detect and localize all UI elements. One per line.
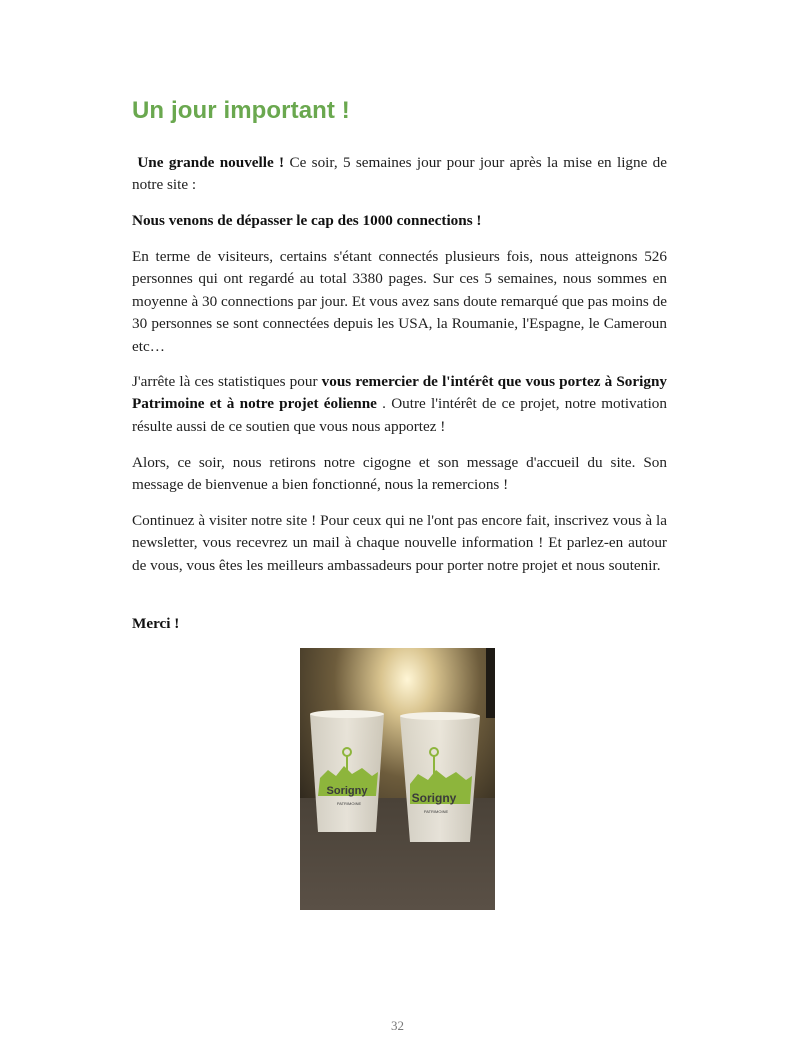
thanks-bold: vous remercier de l'intérêt que vous portez à Sorigny Patrimoine et à notre projet éolienne xyxy=(132,373,667,413)
right-cup-logo: Sorigny xyxy=(411,791,457,805)
merci-bold: Merci ! xyxy=(132,615,180,632)
stork-paragraph xyxy=(132,452,667,497)
thanks-text-a: J'arrête là ces statistiques pour xyxy=(132,373,322,390)
newsletter-text: Continuez à visiter notre site ! Pour ceux qui ne l'ont pas encore fait, inscrivez vous à la newsletter, vous recevrez un mail à chaque nouvelle information ! Et parlez-en autour de vous, vous êtes les meilleurs ambassadeurs pour porter notre projet et nous soutenir. xyxy=(132,512,667,574)
right-cup xyxy=(400,712,480,842)
stats-text: En terme de visiteurs, certains s'étant connectés plusieurs fois, nous atteignons 526 personnes qui ont regardé au total 3380 pages. Sur ces 5 semaines, nous sommes en moyenne à 30 connections par jour. Et vous avez sans doute remarqué que pas moins de 30 personnes se sont connectées depuis les USA, la Roumanie, l'Espagne, le Cameroun etc… xyxy=(132,248,667,355)
stork-text: Alors, ce soir, nous retirons notre cigogne et son message d'accueil du site. Son message de bienvenue a bien fonctionné, nous la remercions ! xyxy=(132,454,667,494)
right-cup-logo-sub: PATRIMOINE xyxy=(423,809,449,814)
intro-text: Ce soir, 5 semaines jour pour jour après la mise en ligne de notre site : xyxy=(132,154,668,194)
thanks-text-b: . Outre l'intérêt de ce projet, notre motivation résulte aussi de ce soutien que vous nous apportez ! xyxy=(132,395,667,435)
intro-paragraph xyxy=(132,152,667,197)
milestone-paragraph xyxy=(132,210,667,232)
intro-bold: Une grande nouvelle ! xyxy=(137,154,285,171)
cups-photo xyxy=(300,648,495,910)
left-cup-logo-sub: PATRIMOINE xyxy=(336,801,362,806)
page-title: Un jour important ! xyxy=(132,97,350,124)
left-cup-logo: Sorigny xyxy=(326,785,368,797)
thanks-paragraph xyxy=(132,371,667,438)
merci-paragraph xyxy=(132,613,667,635)
milestone-bold: Nous venons de dépasser le cap des 1000 connections ! xyxy=(132,212,482,229)
stats-paragraph xyxy=(132,246,667,358)
page-number: 32 xyxy=(391,1018,404,1033)
newsletter-paragraph xyxy=(132,510,667,577)
left-cup xyxy=(310,710,384,832)
